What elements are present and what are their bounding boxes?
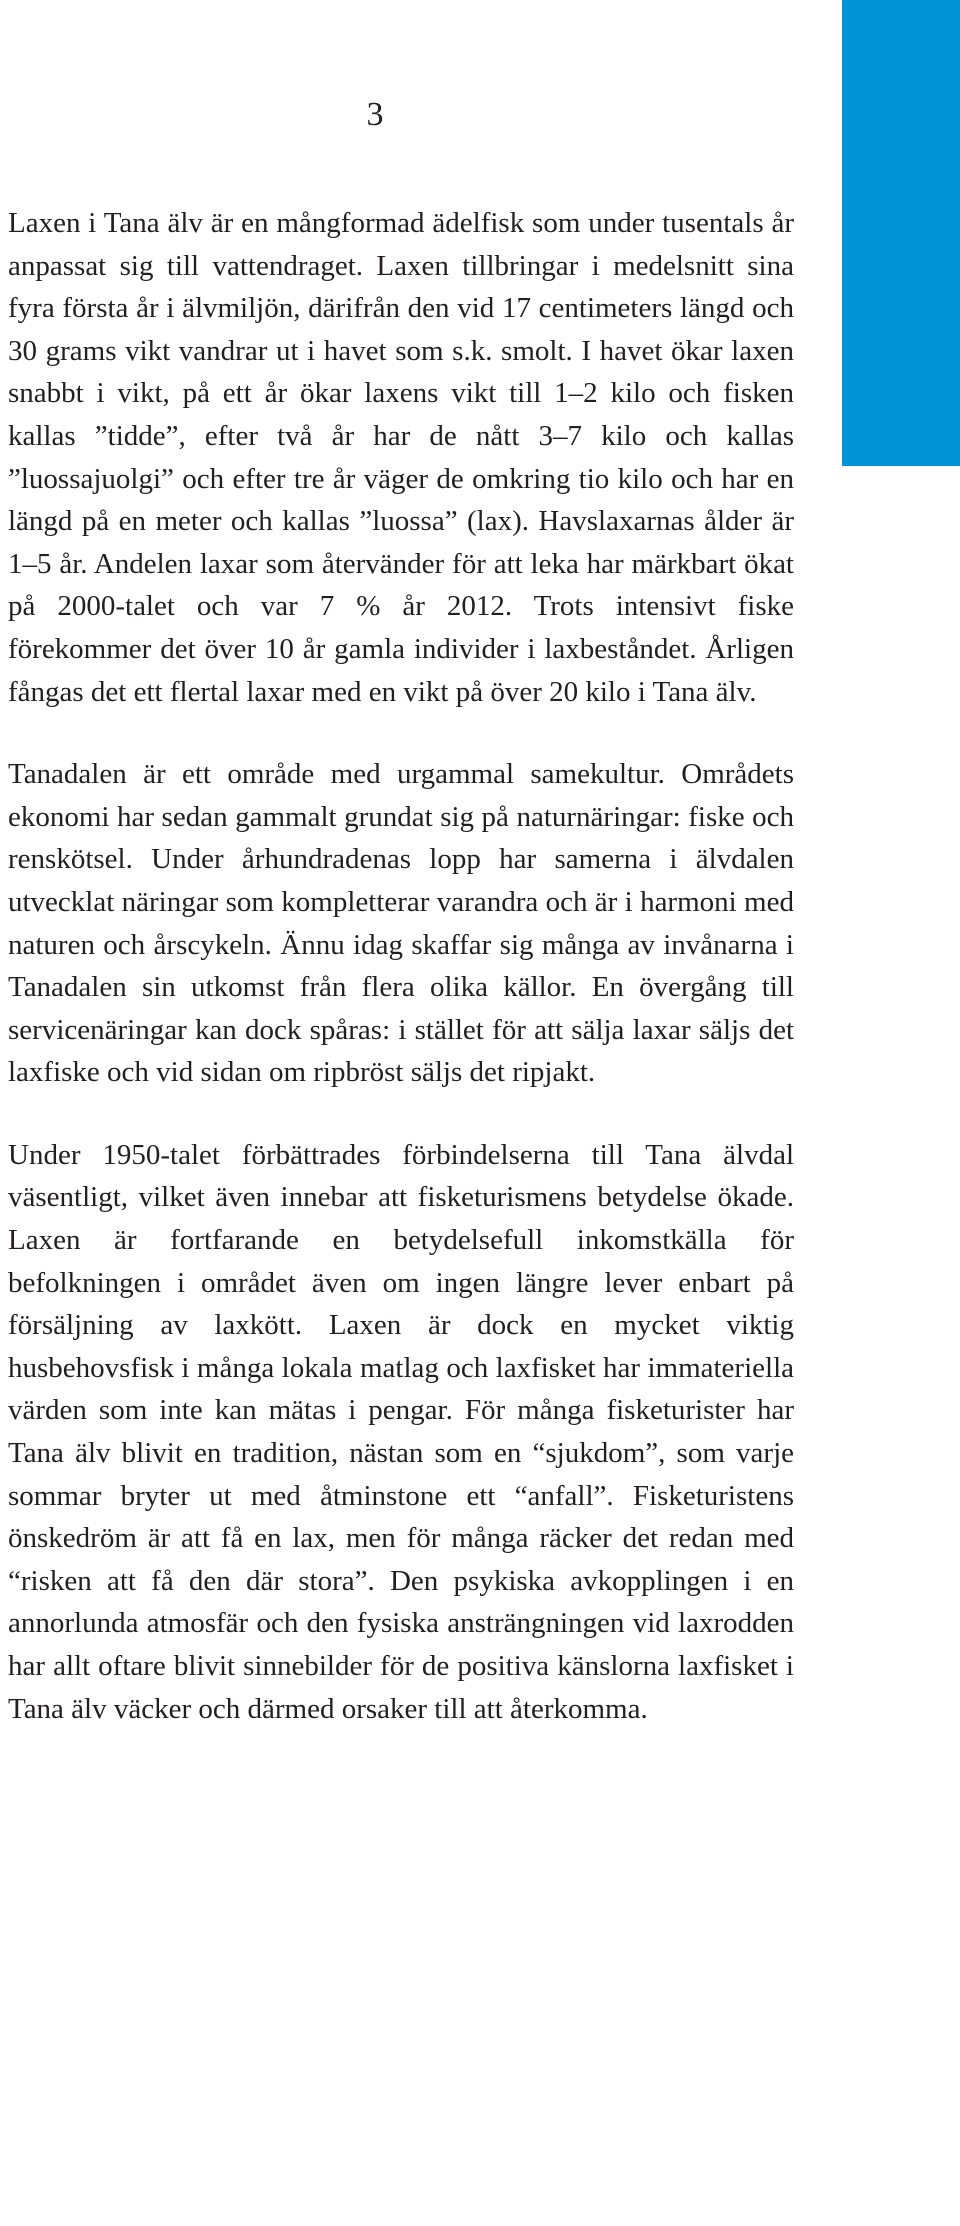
body-text — [8, 202, 794, 1730]
paragraph-fishing-tourism: Under 1950-talet förbättrades förbindelserna till Tana älvdal väsentligt, vilket även innebar att fisketurismens betydelse ökade. Laxen är fortfarande en betydelsefull inkomstkälla för befolkningen i området även om ingen längre lever enbart på försäljning av laxkött. Laxen är dock en mycket viktig husbehovsfisk i många lokala matlag och laxfisket har immateriella värden som inte kan mätas i pengar. För många fisketurister har Tana älv blivit en tradition, nästan som en “sjukdom”, som varje sommar bryter ut med åtminstone ett “anfall”. Fisketuristens önskedröm är att få en lax, men för många räcker det redan med “risken att få den där stora”. Den psykiska avkopplingen i en annorlunda atmosfär och den fysiska ansträngningen vid laxrodden har allt oftare blivit sinnebilder för de positiva känslorna laxfisket i Tana älv väcker och därmed orsaker till att återkomma. — [8, 1138, 794, 1725]
chapter-tab-marker — [842, 0, 960, 466]
paragraph-sami-culture: Tanadalen är ett område med urgammal samekultur. Områdets ekonomi har sedan gammalt grundat sig på naturnäringar: fiske och renskötsel. Under århundradenas lopp har samerna i älvdalen utvecklat näringar som kompletterar varandra och är i harmoni med naturen och årscykeln. Ännu idag skaffar sig många av invånarna i Tanadalen sin utkomst från flera olika källor. En övergång till servicenäringar kan dock spåras: i stället för att sälja laxar säljs det laxfiske och vid sidan om ripbröst säljs det ripjakt. — [8, 758, 794, 1089]
page-number: 3 — [366, 96, 384, 133]
paragraph-salmon-life-cycle: Laxen i Tana älv är en mångformad ädelfisk som under tusentals år anpassat sig till vattendraget. Laxen tillbringar i medelsnitt sina fyra första år i älvmiljön, därifrån den vid 17 centimeters längd och 30 grams vikt vandrar ut i havet som s.k. smolt. I havet ökar laxen snabbt i vikt, på ett år ökar laxens vikt till 1–2 kilo och fisken kallas ”tidde”, efter två år har de nått 3–7 kilo och kallas ”luossajuolgi” och efter tre år väger de omkring tio kilo och har en längd på en meter och kallas ”luossa” (lax). Havslaxarnas ålder är 1–5 år. Andelen laxar som återvänder för att leka har märkbart ökat på 2000-talet och var 7 % år 2012. Trots intensivt fiske förekommer det över 10 år gamla individer i laxbeståndet. Årligen fångas det ett flertal laxar med en vikt på över 20 kilo i Tana älv. — [8, 207, 794, 708]
